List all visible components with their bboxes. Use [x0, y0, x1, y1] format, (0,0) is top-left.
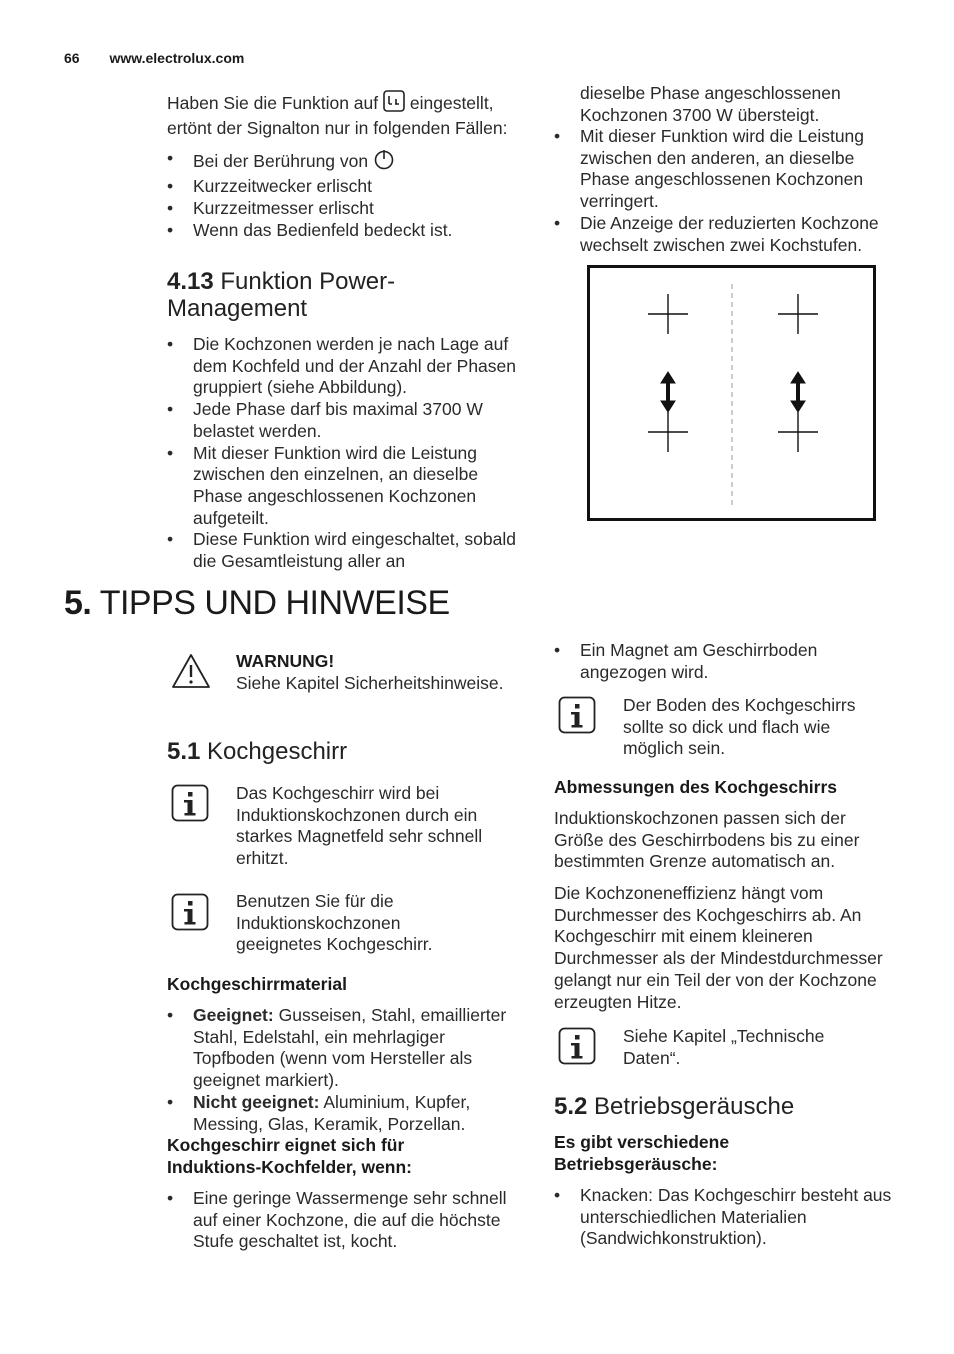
list-item: • Bei der Berührung von	[167, 148, 527, 176]
list-item: • Mit dieser Funktion wird die Leistung zwischen den einzelnen, an dieselbe Phase angeschlossenen Kochzonen aufgeteilt.	[167, 443, 517, 530]
list-item: • Nicht geeignet: Aluminium, Kupfer, Messing, Glas, Keramik, Porzellan.	[167, 1092, 517, 1135]
suitability-heading: Kochgeschirr eignet sich für Induktions-Kochfelder, wenn:	[167, 1135, 413, 1177]
list-item: • Geeignet: Gusseisen, Stahl, emaillierter Stahl, Edelstahl, ein mehrlagiger Topfboden (wenn vom Hersteller als geeignet markiert).	[167, 1005, 517, 1092]
info-text-3: Der Boden des Kochgeschirrs sollte so dick und flach wie möglich sein.	[623, 695, 856, 759]
list-item: • Diese Funktion wird eingeschaltet, sobald die Gesamtleistung aller an	[167, 529, 517, 572]
power-icon	[373, 148, 395, 176]
list-item: • Eine geringe Wassermenge sehr schnell auf einer Kochzone, die auf die höchste Stufe geschaltet ist, kocht.	[167, 1188, 527, 1253]
material-heading: Kochgeschirrmaterial	[167, 974, 347, 994]
info-text-4: Siehe Kapitel „Technische Daten“.	[623, 1026, 825, 1068]
list-item: • Die Anzeige der reduzierten Kochzone wechselt zwischen zwei Kochstufen.	[554, 213, 894, 256]
section-heading-4-13: 4.13 Funktion Power-Management	[167, 268, 396, 322]
list-item: • Ein Magnet am Geschirrboden angezogen wird.	[554, 640, 874, 683]
page-header	[64, 50, 244, 66]
page-number: 66	[64, 50, 80, 66]
intro-list	[167, 148, 527, 241]
power-management-list	[167, 334, 517, 573]
suitability-list	[167, 1188, 527, 1253]
info-icon	[558, 696, 594, 732]
warning-title: WARNUNG!	[236, 651, 335, 671]
intro-paragraph: Haben Sie die Funktion auf eingestellt, ertönt der Signalton nur in folgenden Fällen:	[167, 90, 527, 139]
list-item: • Mit dieser Funktion wird die Leistung zwischen den anderen, an dieselbe Phase angeschlossenen Kochzonen verringert.	[554, 126, 894, 213]
suitability-list-right	[554, 640, 874, 683]
warning-triangle-icon	[170, 652, 212, 695]
dimensions-paragraph-2: Die Kochzoneneffizienz hängt vom Durchmesser des Kochgeschirrs ab. An Kochgeschirr mit einem kleineren Durchmesser als der Mindestdurchmesser gelangt nur ein Teil der von der Kochzone erzeugten Hitze.	[554, 883, 883, 1012]
list-item: • Jede Phase darf bis maximal 3700 W belastet werden.	[167, 399, 517, 442]
info-icon	[171, 784, 207, 820]
website: www.electrolux.com	[109, 50, 245, 66]
warning-text: Siehe Kapitel Sicherheitshinweise.	[236, 672, 504, 693]
noise-heading: Es gibt verschiedene Betriebsgeräusche:	[554, 1132, 730, 1174]
chapter-title: 5. TIPPS UND HINWEISE	[64, 584, 450, 622]
list-item: • Wenn das Bedienfeld bedeckt ist.	[167, 220, 527, 242]
power-management-list-right	[554, 126, 894, 256]
list-item: • Kurzzeitwecker erlischt	[167, 176, 527, 198]
info-text-1: Das Kochgeschirr wird bei Induktionskochzonen durch ein starkes Magnetfeld sehr schnell erhitzt.	[236, 783, 483, 869]
list-item: • Knacken: Das Kochgeschirr besteht aus unterschiedlichen Materialien (Sandwichkonstruktion).	[554, 1185, 894, 1250]
noise-list	[554, 1185, 894, 1250]
list-item: • Die Kochzonen werden je nach Lage auf dem Kochfeld und der Anzahl der Phasen gruppiert (siehe Abbildung).	[167, 334, 517, 399]
hob-phase-diagram	[587, 265, 876, 521]
warning-block	[236, 651, 516, 694]
dimensions-paragraph-1: Induktionskochzonen passen sich der Größe des Geschirrbodens bis zu einer bestimmten Grenze automatisch an.	[554, 808, 860, 872]
continuation-text: dieselbe Phase angeschlossenen Kochzonen 3700 W übersteigt.	[580, 83, 841, 125]
info-text-2: Benutzen Sie für die Induktionskochzonen geeignetes Kochgeschirr.	[236, 891, 433, 955]
section-heading-5-2: 5.2 Betriebsgeräusche	[554, 1093, 795, 1120]
intro-block	[167, 90, 527, 241]
info-icon	[171, 893, 207, 929]
material-list	[167, 1005, 517, 1135]
bell-key-icon	[383, 90, 405, 118]
list-item: • Kurzzeitmesser erlischt	[167, 198, 527, 220]
dimensions-heading: Abmessungen des Kochgeschirrs	[554, 777, 837, 797]
info-icon	[558, 1027, 594, 1063]
section-heading-5-1: 5.1 Kochgeschirr	[167, 738, 348, 765]
